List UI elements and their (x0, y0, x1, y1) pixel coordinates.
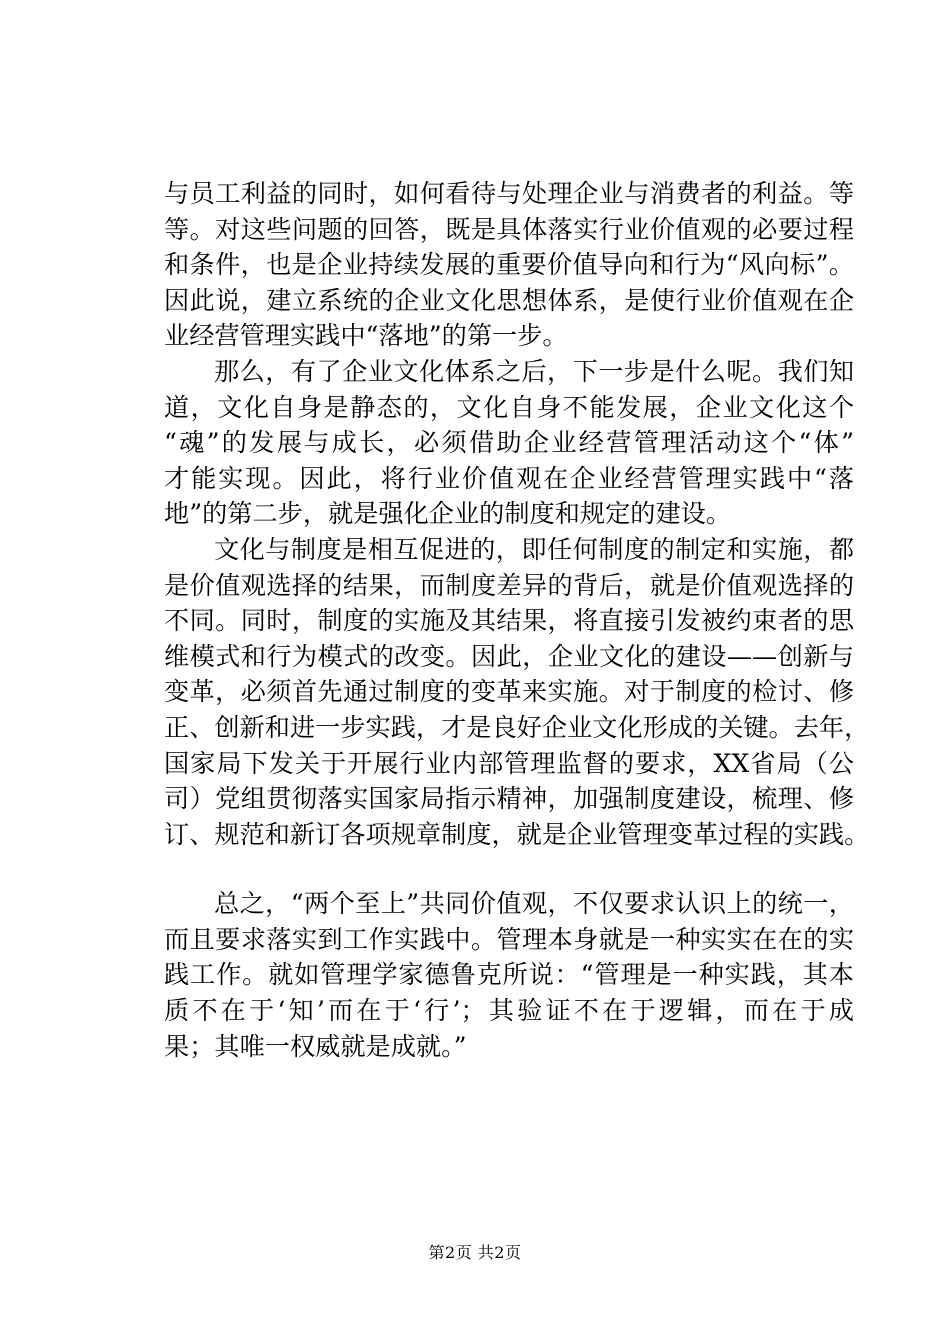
text-line: 文化与制度是相互促进的，即任何制度的制定和实施，都 (214, 534, 854, 564)
text-line: 那么，有了企业文化体系之后，下一步是什么呢。我们知 (214, 356, 854, 386)
text-line: 是价值观选择的结果，而制度差异的背后，就是价值观选择的 (164, 570, 854, 600)
text-line: 变革，必须首先通过制度的变革来实施。对于制度的检讨、修 (164, 677, 854, 707)
text-line: 因此说，建立系统的企业文化思想体系，是使行业价值观在企 (164, 285, 854, 315)
document-body (164, 176, 870, 1064)
text-line: 践工作。就如管理学家德鲁克所说：“管理是一种实践，其本 (164, 960, 854, 990)
text-line: 而且要求落实到工作实践中。管理本身就是一种实实在在的实 (164, 924, 854, 954)
text-line: 道，文化自身是静态的，文化自身不能发展，企业文化这个 (164, 392, 854, 422)
text-line: 正、创新和进一步实践，才是良好企业文化形成的关键。去年， (164, 712, 870, 742)
text-line: 与员工利益的同时，如何看待与处理企业与消费者的利益。等 (164, 179, 854, 208)
text-line: 订、规范和新订各项规章制度，就是企业管理变革过程的实践。 (164, 819, 870, 849)
text-line: 维模式和行为模式的改变。因此，企业文化的建设——创新与 (164, 641, 854, 671)
page-number-footer: 第2页 共2页 (428, 1243, 522, 1262)
text-line: “魂”的发展与成长，必须借助企业经营管理活动这个“体” (164, 428, 854, 458)
paragraph-2 (164, 354, 854, 532)
text-line: 才能实现。因此，将行业价值观在企业经营管理实践中“落 (164, 463, 854, 493)
paragraph-spacer (164, 852, 854, 886)
text-line: 总之，“两个至上”共同价值观，不仅要求认识上的统一， (214, 889, 854, 919)
text-line: 果；其唯一权威就是成就。” (164, 1031, 467, 1061)
paragraph-3 (164, 532, 870, 852)
paragraph-4 (164, 886, 854, 1064)
text-line: 司）党组贯彻落实国家局指示精神，加强制度建设，梳理、修 (164, 784, 854, 814)
text-line: 不同。同时，制度的实施及其结果，将直接引发被约束者的思 (164, 606, 854, 636)
text-line: 地”的第二步，就是强化企业的制度和规定的建设。 (164, 499, 732, 529)
text-line: 等。对这些问题的回答，既是具体落实行业价值观的必要过程 (164, 214, 854, 244)
text-line: 和条件，也是企业持续发展的重要价值导向和行为“风向标”。 (164, 250, 854, 280)
text-line: 业经营管理实践中“落地”的第一步。 (164, 321, 568, 351)
paragraph-1 (164, 176, 854, 354)
text-line: 质不在于‘知’而在于‘行’；其验证不在于逻辑，而在于成 (164, 996, 854, 1026)
text-line: 国家局下发关于开展行业内部管理监督的要求，XX省局（公 (164, 748, 854, 778)
